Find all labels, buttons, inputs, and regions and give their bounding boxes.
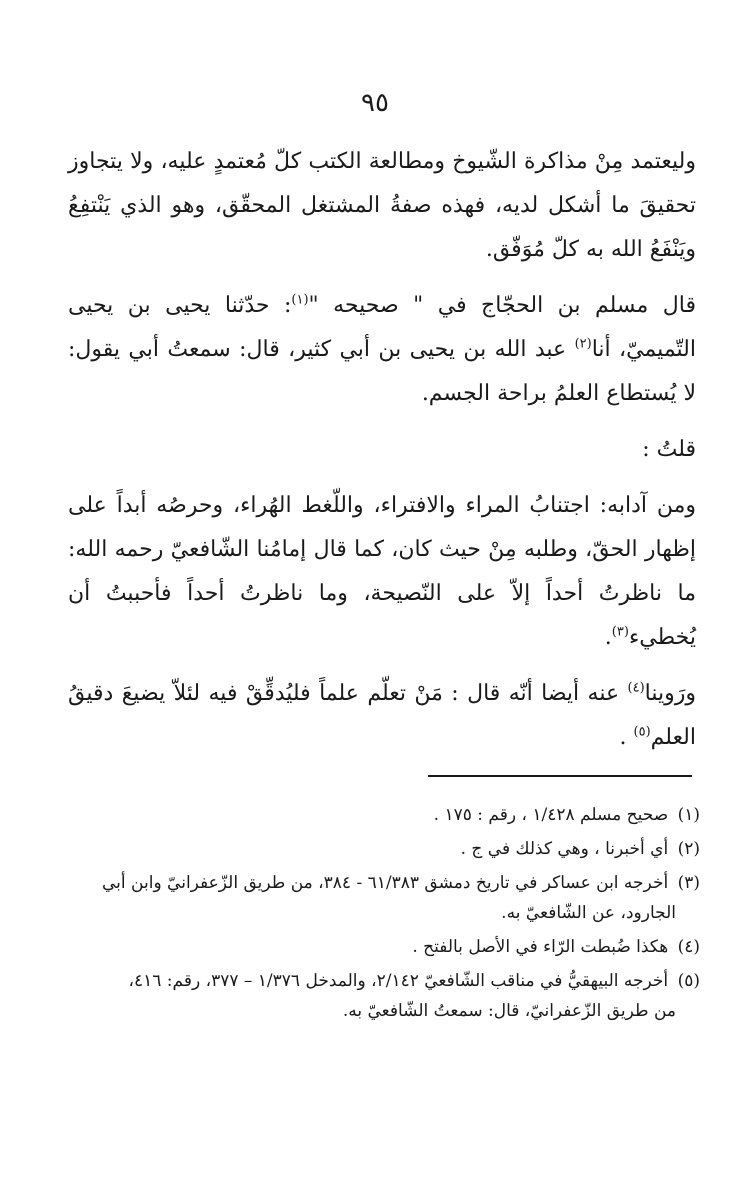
paragraph	[68, 284, 696, 416]
footnote-text: أي أخبرنا ، وهي كذلك في ج .	[460, 839, 669, 859]
footnote-number: (٣)	[677, 873, 700, 893]
footnote-text: صحيح مسلم ١/٤٢٨ ، رقم : ١٧٥ .	[433, 805, 669, 825]
text-run: ومن آدابه: اجتنابُ المراء والافتراء، واللّغط الهُراء، وحرصُه أبداً على إظهار الحقّ، وطلبه مِنْ حيث كان، كما قال إمامُنا الشّافعيّ رحمه الله: ما ناظرتُ أحداً إلاّ على النّصيحة، وما ناظرتُ أحداً فأحببتُ أن يُخطيء	[68, 493, 696, 650]
footnote-number: (٤)	[677, 937, 700, 957]
footnote-number: (٢)	[677, 839, 700, 859]
footnote	[68, 800, 700, 830]
footnote-separator	[428, 775, 692, 777]
page-number: ٩٥	[361, 88, 389, 118]
footnote-number: (١)	[677, 805, 700, 825]
footnote-ref: (٤)	[627, 680, 645, 696]
footnote-continuation: من طريق الزّعفرانيّ، قال: سمعتُ الشّافعيّ به.	[342, 1001, 676, 1021]
footnote-ref: (٥)	[633, 724, 651, 740]
footnote-ref: (١)	[291, 292, 309, 308]
text-run: ورَوينا	[644, 681, 696, 706]
footnote-ref: (٢)	[574, 336, 592, 352]
text-run: قال مسلم بن الحجّاج في " صحيحه "	[308, 293, 697, 318]
paragraph: وليعتمد مِنْ مذاكرة الشّيوخ ومطالعة الكتب كلّ مُعتمدٍ عليه، ولا يتجاوز تحقيقَ ما أشكل لديه، فهذه صفةُ المشتغل المحقّق، وهو الذي يَنْتفِعُ ويَنْفَعُ الله به كلّ مُوَفّق.	[68, 149, 696, 262]
footnote	[68, 932, 700, 962]
footnote	[68, 868, 700, 928]
footnote	[68, 834, 700, 864]
footnote	[68, 966, 700, 1026]
text-run: عنه أيضا أنّه قال : مَنْ تعلّم علماً فليُدقِّقْ فيه لئلاّ يضيعَ دقيقُ العلم	[68, 681, 696, 750]
text-run: عبد الله بن يحيى بن أبي كثير، قال: سمعتُ أبي يقول: لا يُستطاع العلمُ براحة الجسم.	[68, 337, 696, 406]
paragraph	[68, 484, 696, 660]
footnotes	[68, 800, 700, 1030]
text-run: .	[619, 725, 634, 750]
footnote-continuation: الجارود، عن الشّافعيّ به.	[501, 903, 676, 923]
footnote-text: هكذا ضُبطت الرّاء في الأصل بالفتح .	[412, 937, 669, 957]
footnote-text: أخرجه البيهقيُّ في مناقب الشّافعيّ ٢/١٤٢، والمدخل ١/٣٧٦ – ٣٧٧، رقم: ٤١٦،	[128, 971, 669, 991]
text-run: : حدّثنا يحيى بن يحيى التّميميّ، أنا	[68, 293, 696, 362]
paragraph	[68, 672, 696, 760]
footnote-number: (٥)	[677, 971, 700, 991]
paragraph: قلتُ :	[642, 437, 696, 462]
main-text	[68, 140, 696, 772]
footnote-ref: (٣)	[611, 624, 629, 640]
text-run: .	[604, 625, 612, 650]
footnote-text: أخرجه ابن عساكر في تاريخ دمشق ٦١/٣٨٣ - ٣٨٤، من طريق الزّعفرانيّ وابن أبي	[102, 873, 669, 893]
